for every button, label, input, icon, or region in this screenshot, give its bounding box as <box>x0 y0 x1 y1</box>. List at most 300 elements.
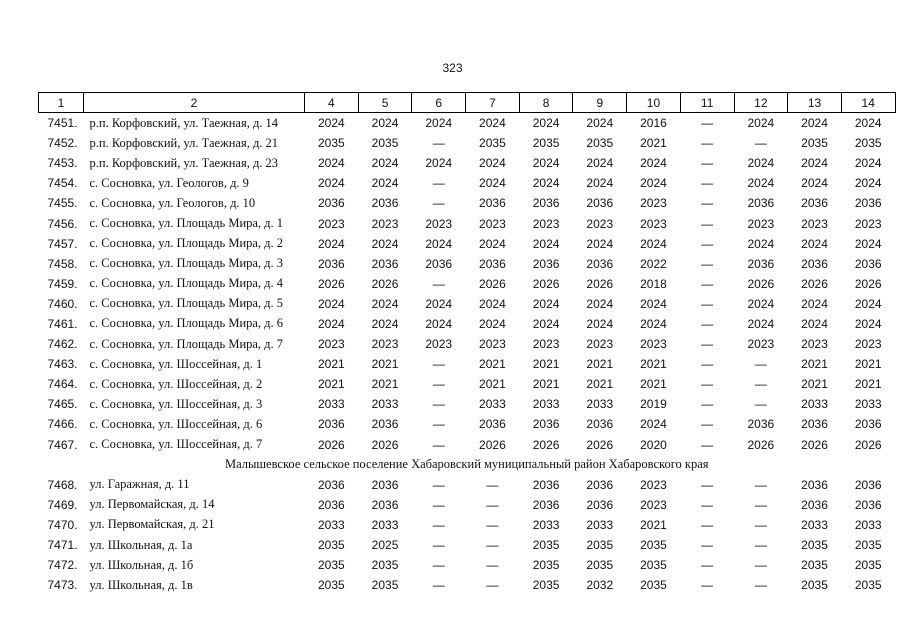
row-value-col-6: 2023 <box>425 337 453 352</box>
row-value-col-10: 2024 <box>640 296 667 311</box>
row-address: с. Сосновка, ул. Площадь Мира, д. 3 <box>89 256 284 271</box>
table-row <box>39 354 896 374</box>
row-value-col-8: 2036 <box>532 477 560 492</box>
row-value-col-5: 2024 <box>371 176 399 191</box>
row-value-col-10: 2023 <box>640 497 667 512</box>
row-value-col-7: — <box>486 517 499 532</box>
row-value-col-10: 2035 <box>640 538 667 553</box>
row-value-col-6: 2024 <box>425 296 453 311</box>
row-value-col-10: 2022 <box>640 256 667 271</box>
row-value-col-13: 2036 <box>801 417 828 432</box>
row-value-col-8: 2024 <box>532 116 560 131</box>
row-value-col-10: 2023 <box>640 196 667 211</box>
row-value-col-14: 2035 <box>854 136 882 151</box>
row-value-col-4: 2021 <box>317 377 345 392</box>
row-value-col-13: 2026 <box>801 437 828 452</box>
row-value-col-7: — <box>486 558 499 573</box>
row-value-col-13: 2033 <box>801 397 828 412</box>
row-value-col-11: — <box>701 377 714 392</box>
table-body <box>39 113 896 596</box>
row-value-col-9: 2024 <box>586 176 614 191</box>
row-value-col-13: 2024 <box>801 116 828 131</box>
row-address: с. Сосновка, ул. Шоссейная, д. 3 <box>89 396 263 411</box>
row-value-col-8: 2024 <box>532 236 560 251</box>
row-value-col-11: — <box>701 477 714 492</box>
row-value-col-5: 2036 <box>371 256 399 271</box>
row-value-col-9: 2036 <box>586 497 614 512</box>
row-number: 7462. <box>47 337 78 352</box>
row-value-col-7: 2024 <box>479 236 506 251</box>
row-value-col-14: 2036 <box>854 256 882 271</box>
row-value-col-5: 2024 <box>371 296 399 311</box>
row-value-col-14: 2021 <box>854 357 882 372</box>
row-value-col-5: 2021 <box>371 377 399 392</box>
row-number: 7465. <box>47 397 78 412</box>
row-number: 7473. <box>47 578 78 593</box>
row-value-col-9: 2036 <box>586 477 614 492</box>
row-number: 7471. <box>47 538 78 553</box>
row-value-col-8: 2035 <box>532 578 560 593</box>
row-value-col-12: 2024 <box>747 116 775 131</box>
row-value-col-9: 2024 <box>586 296 614 311</box>
row-value-col-8: 2033 <box>532 397 560 412</box>
row-value-col-11: — <box>701 538 714 553</box>
header-cell-col-8: 8 <box>519 93 573 113</box>
row-address: с. Сосновка, ул. Площадь Мира, д. 5 <box>89 296 284 311</box>
table-row <box>39 254 896 274</box>
row-value-col-13: 2035 <box>801 578 828 593</box>
row-number: 7463. <box>47 357 78 372</box>
row-address: с. Сосновка, ул. Шоссейная, д. 1 <box>89 356 263 371</box>
row-value-col-12: — <box>754 497 767 512</box>
row-value-col-5: 2036 <box>371 477 399 492</box>
row-value-col-7: 2024 <box>479 316 506 331</box>
row-value-col-10: 2023 <box>640 216 667 231</box>
row-value-col-5: 2024 <box>371 236 399 251</box>
section-row <box>39 455 896 475</box>
table-row <box>39 435 896 455</box>
table-row <box>39 113 896 134</box>
row-value-col-7: 2023 <box>479 337 506 352</box>
row-value-col-13: 2024 <box>801 316 828 331</box>
row-value-col-6: — <box>432 538 445 553</box>
row-value-col-7: 2024 <box>479 176 506 191</box>
row-value-col-7: 2035 <box>479 136 506 151</box>
row-value-col-7: — <box>486 477 499 492</box>
row-value-col-10: 2023 <box>640 337 667 352</box>
table-row <box>39 133 896 153</box>
row-value-col-9: 2036 <box>586 417 614 432</box>
row-value-col-6: — <box>432 517 445 532</box>
row-number: 7460. <box>47 296 78 311</box>
row-value-col-4: 2024 <box>317 296 345 311</box>
row-number: 7451. <box>47 116 78 131</box>
header-cell-col-11: 11 <box>680 93 734 113</box>
row-value-col-9: 2036 <box>586 256 614 271</box>
row-value-col-4: 2036 <box>317 196 345 211</box>
row-value-col-8: 2026 <box>532 276 560 291</box>
row-value-col-11: — <box>701 296 714 311</box>
row-value-col-11: — <box>701 276 714 291</box>
row-value-col-9: 2036 <box>586 196 614 211</box>
row-value-col-8: 2035 <box>532 538 560 553</box>
row-value-col-11: — <box>701 517 714 532</box>
table-row <box>39 575 896 595</box>
row-value-col-7: 2033 <box>479 397 506 412</box>
row-value-col-10: 2021 <box>640 377 667 392</box>
row-value-col-14: 2036 <box>854 477 882 492</box>
row-value-col-6: 2024 <box>425 156 453 171</box>
row-value-col-5: 2035 <box>371 558 399 573</box>
row-value-col-9: 2035 <box>586 136 614 151</box>
row-value-col-4: 2024 <box>317 316 345 331</box>
row-value-col-11: — <box>701 397 714 412</box>
row-value-col-10: 2018 <box>640 276 667 291</box>
row-value-col-5: 2021 <box>371 357 399 372</box>
row-address: р.п. Корфовский, ул. Таежная, д. 14 <box>89 115 279 130</box>
row-value-col-10: 2021 <box>640 357 667 372</box>
row-value-col-13: 2036 <box>801 256 828 271</box>
row-number: 7456. <box>47 216 78 231</box>
row-value-col-10: 2024 <box>640 156 667 171</box>
row-number: 7452. <box>47 136 78 151</box>
row-value-col-13: 2021 <box>801 377 828 392</box>
row-value-col-11: — <box>701 497 714 512</box>
row-address: ул. Первомайская, д. 21 <box>89 517 215 532</box>
row-value-col-12: — <box>754 397 767 412</box>
section-title: Малышевское сельское поселение Хабаровский муниципальный район Хабаровского края <box>225 457 709 472</box>
row-value-col-6: 2023 <box>425 216 453 231</box>
row-value-col-10: 2035 <box>640 558 667 573</box>
row-value-col-11: — <box>701 417 714 432</box>
row-value-col-10: 2024 <box>640 236 667 251</box>
row-value-col-14: 2024 <box>854 316 882 331</box>
row-value-col-8: 2021 <box>532 357 560 372</box>
row-value-col-6: — <box>432 497 445 512</box>
row-value-col-11: — <box>701 116 714 131</box>
row-number: 7464. <box>47 377 78 392</box>
row-value-col-14: 2036 <box>854 196 882 211</box>
table-row <box>39 555 896 575</box>
header-cell-col-12: 12 <box>734 93 788 113</box>
table-row <box>39 234 896 254</box>
table-row <box>39 274 896 294</box>
header-cell-col-10: 10 <box>627 93 681 113</box>
row-value-col-7: 2036 <box>479 256 506 271</box>
row-value-col-9: 2024 <box>586 316 614 331</box>
page-number: 323 <box>442 61 463 75</box>
row-value-col-8: 2023 <box>532 337 560 352</box>
row-value-col-9: 2023 <box>586 216 614 231</box>
row-value-col-11: — <box>701 156 714 171</box>
row-value-col-4: 2024 <box>317 176 345 191</box>
row-value-col-5: 2026 <box>371 437 399 452</box>
row-value-col-6: — <box>432 196 445 211</box>
row-value-col-4: 2036 <box>317 256 345 271</box>
row-value-col-12: 2036 <box>747 256 775 271</box>
row-value-col-7: 2021 <box>479 377 506 392</box>
row-value-col-4: 2036 <box>317 477 345 492</box>
row-value-col-8: 2023 <box>532 216 560 231</box>
header-cell-col-9: 9 <box>573 93 627 113</box>
row-value-col-14: 2036 <box>854 417 882 432</box>
row-value-col-6: — <box>432 136 445 151</box>
row-value-col-12: — <box>754 558 767 573</box>
row-value-col-13: 2036 <box>801 477 828 492</box>
row-value-col-4: 2024 <box>317 116 345 131</box>
header-cell-col-5: 5 <box>358 93 412 113</box>
row-number: 7467. <box>47 437 78 452</box>
row-address: ул. Первомайская, д. 14 <box>89 497 215 512</box>
row-value-col-6: — <box>432 437 445 452</box>
row-value-col-7: 2023 <box>479 216 506 231</box>
row-value-col-6: — <box>432 377 445 392</box>
row-value-col-5: 2024 <box>371 316 399 331</box>
row-address: ул. Школьная, д. 1б <box>89 557 194 572</box>
row-value-col-4: 2021 <box>317 357 345 372</box>
table-row <box>39 173 896 193</box>
row-value-col-13: 2023 <box>801 216 828 231</box>
row-value-col-6: 2024 <box>425 116 453 131</box>
row-address: с. Сосновка, ул. Геологов, д. 10 <box>89 195 256 210</box>
row-value-col-7: — <box>486 497 499 512</box>
row-address: р.п. Корфовский, ул. Таежная, д. 21 <box>89 135 279 150</box>
table-row <box>39 414 896 434</box>
row-number: 7472. <box>47 558 78 573</box>
row-value-col-4: 2024 <box>317 156 345 171</box>
row-value-col-9: 2033 <box>586 517 614 532</box>
row-value-col-14: 2024 <box>854 116 882 131</box>
row-value-col-8: 2036 <box>532 417 560 432</box>
row-address: с. Сосновка, ул. Шоссейная, д. 6 <box>89 416 263 431</box>
table-row <box>39 475 896 495</box>
row-address: с. Сосновка, ул. Площадь Мира, д. 6 <box>89 316 284 331</box>
table-row <box>39 535 896 555</box>
row-value-col-14: 2036 <box>854 497 882 512</box>
row-value-col-12: 2024 <box>747 296 775 311</box>
row-number: 7453. <box>47 156 78 171</box>
row-value-col-8: 2024 <box>532 316 560 331</box>
row-value-col-4: 2024 <box>317 236 345 251</box>
row-value-col-13: 2024 <box>801 156 828 171</box>
row-value-col-12: 2024 <box>747 236 775 251</box>
header-cell-col-2: 2 <box>84 93 305 113</box>
row-value-col-12: 2024 <box>747 156 775 171</box>
header-cell-col-4: 4 <box>305 93 359 113</box>
row-value-col-8: 2036 <box>532 196 560 211</box>
row-value-col-13: 2021 <box>801 357 828 372</box>
row-value-col-7: 2024 <box>479 116 506 131</box>
row-value-col-12: 2036 <box>747 417 775 432</box>
row-value-col-4: 2033 <box>317 517 345 532</box>
row-value-col-7: — <box>486 538 499 553</box>
row-value-col-14: 2023 <box>854 337 882 352</box>
row-address: с. Сосновка, ул. Площадь Мира, д. 1 <box>89 216 284 231</box>
row-value-col-12: — <box>754 538 767 553</box>
row-address: с. Сосновка, ул. Шоссейная, д. 2 <box>89 376 263 391</box>
row-value-col-14: 2024 <box>854 156 882 171</box>
row-number: 7458. <box>47 256 78 271</box>
row-address: с. Сосновка, ул. Геологов, д. 9 <box>89 175 249 190</box>
row-value-col-8: 2036 <box>532 256 560 271</box>
row-value-col-9: 2021 <box>586 357 614 372</box>
row-value-col-5: 2023 <box>371 337 399 352</box>
row-value-col-10: 2016 <box>640 116 667 131</box>
row-value-col-14: 2035 <box>854 538 882 553</box>
row-value-col-9: 2021 <box>586 377 614 392</box>
row-value-col-4: 2026 <box>317 276 345 291</box>
row-number: 7454. <box>47 176 78 191</box>
row-value-col-7: 2024 <box>479 156 506 171</box>
row-value-col-13: 2024 <box>801 236 828 251</box>
row-value-col-14: 2026 <box>854 276 882 291</box>
row-value-col-14: 2026 <box>854 437 882 452</box>
row-value-col-5: 2033 <box>371 397 399 412</box>
row-value-col-13: 2036 <box>801 196 828 211</box>
row-number: 7461. <box>47 316 78 331</box>
table-header <box>39 93 896 113</box>
row-value-col-6: — <box>432 558 445 573</box>
row-value-col-9: 2024 <box>586 156 614 171</box>
row-address: с. Сосновка, ул. Площадь Мира, д. 4 <box>89 276 284 291</box>
row-value-col-10: 2019 <box>640 397 667 412</box>
row-address: ул. Школьная, д. 1в <box>89 577 193 592</box>
row-value-col-14: 2024 <box>854 296 882 311</box>
row-value-col-12: 2024 <box>747 176 775 191</box>
row-value-col-5: 2036 <box>371 196 399 211</box>
row-value-col-5: 2035 <box>371 136 399 151</box>
row-address: ул. Гаражная, д. 11 <box>89 477 190 492</box>
row-value-col-12: — <box>754 136 767 151</box>
header-cell-col-7: 7 <box>466 93 520 113</box>
table-row <box>39 394 896 414</box>
row-value-col-8: 2033 <box>532 517 560 532</box>
row-value-col-4: 2035 <box>317 578 345 593</box>
row-value-col-13: 2035 <box>801 538 828 553</box>
row-value-col-11: — <box>701 216 714 231</box>
header-cell-col-1: 1 <box>39 93 84 113</box>
row-value-col-14: 2023 <box>854 216 882 231</box>
row-value-col-6: — <box>432 357 445 372</box>
row-value-col-7: — <box>486 578 499 593</box>
row-value-col-14: 2035 <box>854 578 882 593</box>
row-value-col-10: 2024 <box>640 176 667 191</box>
row-value-col-8: 2024 <box>532 176 560 191</box>
row-value-col-4: 2035 <box>317 136 345 151</box>
row-value-col-7: 2026 <box>479 437 506 452</box>
row-value-col-6: — <box>432 276 445 291</box>
header-cell-col-13: 13 <box>788 93 842 113</box>
row-value-col-6: 2036 <box>425 256 453 271</box>
row-value-col-6: — <box>432 176 445 191</box>
header-cell-col-14: 14 <box>841 93 895 113</box>
table-row <box>39 374 896 394</box>
row-value-col-5: 2023 <box>371 216 399 231</box>
row-value-col-14: 2024 <box>854 176 882 191</box>
row-value-col-5: 2026 <box>371 276 399 291</box>
row-number: 7459. <box>47 276 78 291</box>
row-value-col-7: 2026 <box>479 276 506 291</box>
row-value-col-8: 2024 <box>532 296 560 311</box>
housing-repair-schedule-table <box>38 92 896 595</box>
row-number: 7455. <box>47 196 78 211</box>
header-row <box>39 93 896 113</box>
row-address: с. Сосновка, ул. Площадь Мира, д. 2 <box>89 236 284 251</box>
row-value-col-13: 2024 <box>801 296 828 311</box>
row-value-col-8: 2024 <box>532 156 560 171</box>
row-value-col-6: — <box>432 397 445 412</box>
row-value-col-4: 2036 <box>317 417 345 432</box>
table-row <box>39 515 896 535</box>
row-value-col-12: 2023 <box>747 216 775 231</box>
row-value-col-7: 2036 <box>479 196 506 211</box>
row-value-col-8: 2035 <box>532 558 560 573</box>
row-value-col-7: 2036 <box>479 417 506 432</box>
row-value-col-4: 2035 <box>317 558 345 573</box>
table-row <box>39 495 896 515</box>
row-value-col-9: 2035 <box>586 558 614 573</box>
row-value-col-12: — <box>754 357 767 372</box>
row-value-col-14: 2033 <box>854 517 882 532</box>
row-value-col-14: 2035 <box>854 558 882 573</box>
row-number: 7466. <box>47 417 78 432</box>
row-value-col-13: 2024 <box>801 176 828 191</box>
row-value-col-9: 2032 <box>586 578 614 593</box>
row-number: 7457. <box>47 236 78 251</box>
row-value-col-10: 2024 <box>640 316 667 331</box>
row-value-col-11: — <box>701 337 714 352</box>
row-value-col-8: 2036 <box>532 497 560 512</box>
row-value-col-5: 2033 <box>371 517 399 532</box>
row-value-col-12: 2026 <box>747 276 775 291</box>
row-value-col-10: 2021 <box>640 517 667 532</box>
table-row <box>39 334 896 354</box>
row-value-col-11: — <box>701 196 714 211</box>
row-value-col-4: 2026 <box>317 437 345 452</box>
row-value-col-12: — <box>754 517 767 532</box>
row-value-col-12: 2024 <box>747 316 775 331</box>
row-address: с. Сосновка, ул. Площадь Мира, д. 7 <box>89 336 284 351</box>
table-row <box>39 153 896 173</box>
row-value-col-9: 2026 <box>586 276 614 291</box>
row-value-col-6: 2024 <box>425 236 453 251</box>
table-row <box>39 193 896 213</box>
row-value-col-9: 2033 <box>586 397 614 412</box>
row-value-col-11: — <box>701 136 714 151</box>
row-value-col-5: 2024 <box>371 116 399 131</box>
row-value-col-11: — <box>701 236 714 251</box>
row-value-col-6: — <box>432 417 445 432</box>
row-value-col-12: 2023 <box>747 337 775 352</box>
row-value-col-9: 2024 <box>586 236 614 251</box>
row-value-col-11: — <box>701 437 714 452</box>
row-value-col-6: — <box>432 477 445 492</box>
row-value-col-10: 2024 <box>640 417 667 432</box>
table-row <box>39 213 896 233</box>
row-value-col-6: 2024 <box>425 316 453 331</box>
row-value-col-5: 2025 <box>371 538 399 553</box>
row-value-col-11: — <box>701 316 714 331</box>
row-value-col-6: — <box>432 578 445 593</box>
row-value-col-13: 2023 <box>801 337 828 352</box>
row-number: 7468. <box>47 477 78 492</box>
row-value-col-9: 2023 <box>586 337 614 352</box>
row-value-col-4: 2033 <box>317 397 345 412</box>
row-value-col-11: — <box>701 558 714 573</box>
table-row <box>39 314 896 334</box>
row-value-col-13: 2035 <box>801 136 828 151</box>
table-row <box>39 294 896 314</box>
